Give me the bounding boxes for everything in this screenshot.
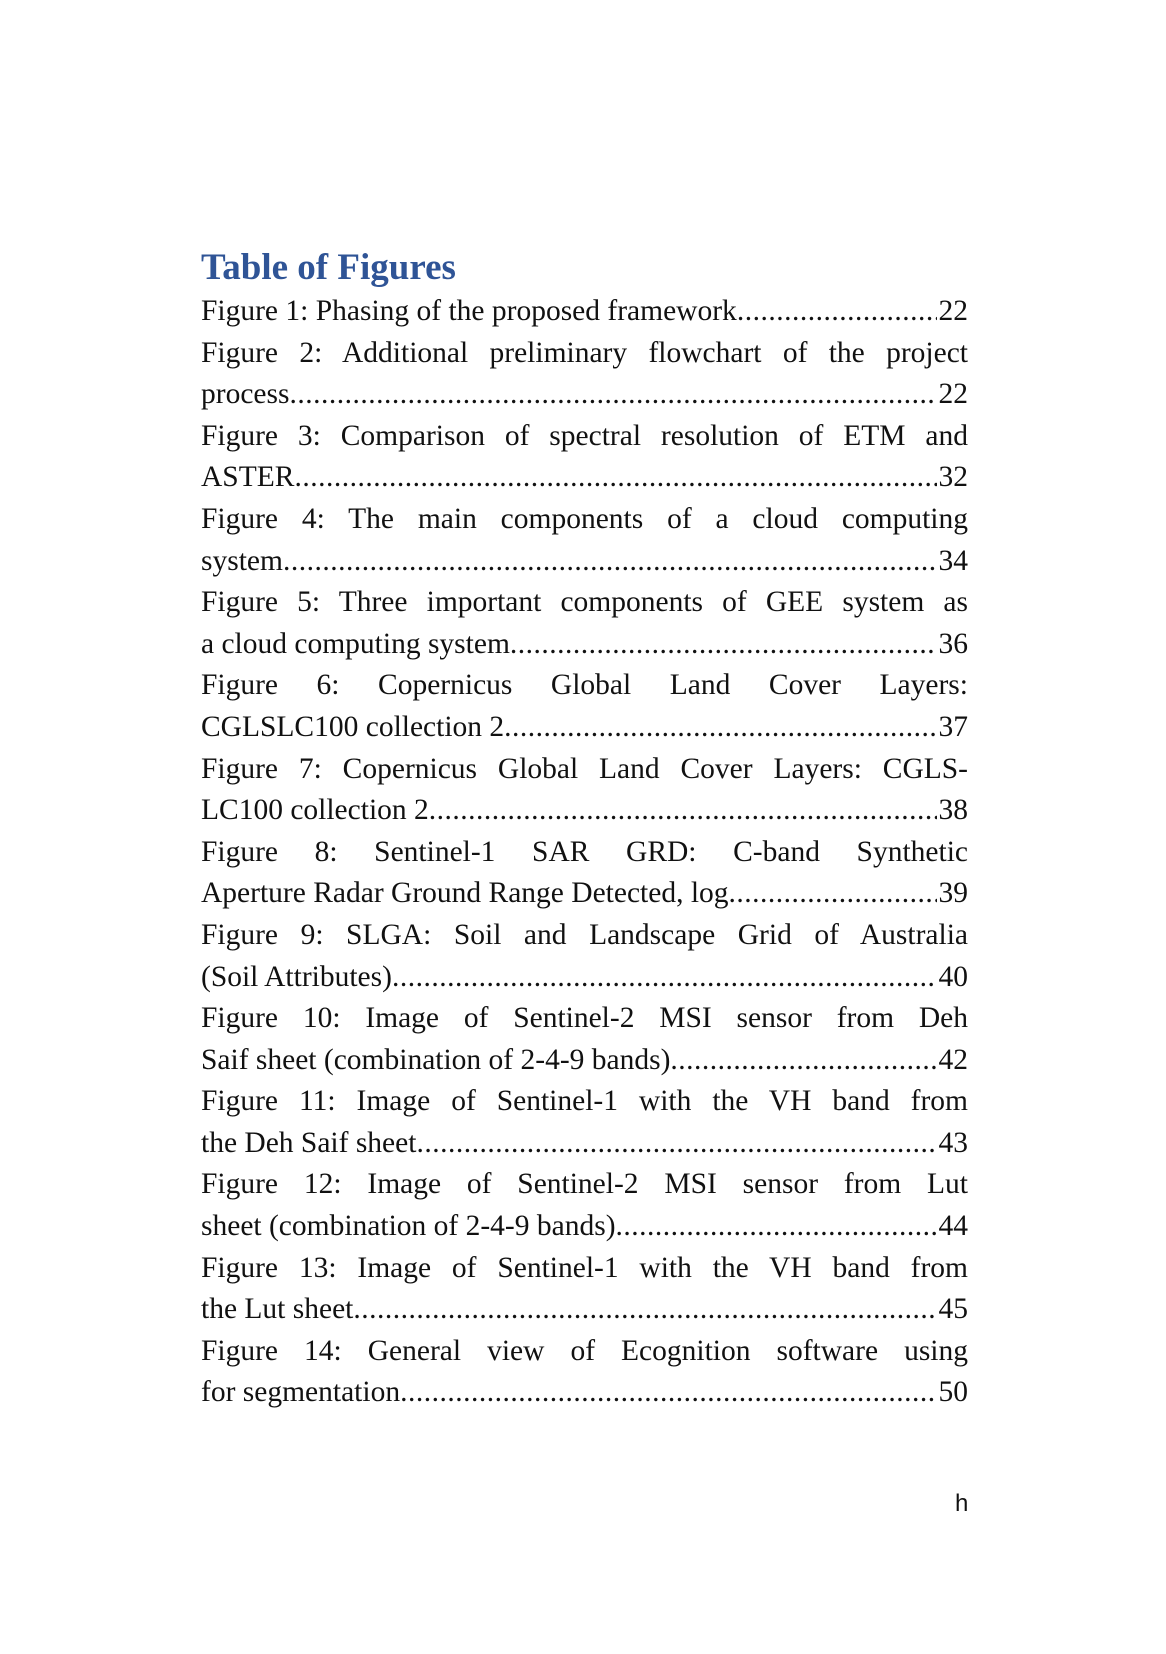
dot-leader — [283, 541, 937, 583]
entry-leader-line — [201, 1289, 968, 1331]
entry-page-number: 40 — [938, 960, 968, 993]
dot-leader — [294, 457, 936, 499]
entry-title-text: process — [201, 378, 290, 411]
entry-leader-line — [201, 1123, 968, 1165]
entry-title-text: (Soil Attributes) — [201, 960, 392, 993]
figure-entry[interactable] — [201, 665, 968, 748]
entry-page-number: 45 — [938, 1293, 968, 1326]
figure-entry[interactable] — [201, 915, 968, 998]
entry-leader-line — [201, 1372, 968, 1414]
entry-leader-line — [201, 457, 968, 499]
figure-entry[interactable] — [201, 749, 968, 832]
entry-page-number: 36 — [938, 627, 968, 660]
entry-page-number: 34 — [938, 544, 968, 577]
entry-leader-line — [201, 624, 968, 666]
figure-entry[interactable] — [201, 1081, 968, 1164]
entry-title-text: Figure 1: Phasing of the proposed framework — [201, 295, 737, 327]
figure-entry[interactable] — [201, 291, 968, 333]
entry-leader-line — [201, 291, 968, 333]
entry-title-text: sheet (combination of 2-4-9 bands) — [201, 1210, 616, 1243]
entry-title-line: Figure 4: The main components of a cloud computing — [201, 502, 968, 535]
entry-page-number: 38 — [938, 794, 968, 827]
entry-leader-line — [201, 957, 968, 999]
entry-title-line: Figure 3: Comparison of spectral resolution of ETM and — [201, 419, 968, 452]
entry-title-line: Figure 13: Image of Sentinel-1 with the VH band from — [201, 1251, 968, 1284]
entry-page-number: 39 — [938, 877, 968, 910]
entry-leader-line — [201, 374, 968, 416]
entry-title-text: system — [201, 544, 283, 577]
dot-leader — [616, 1206, 937, 1248]
entry-title-line: Figure 11: Image of Sentinel-1 with the VH band from — [201, 1085, 968, 1118]
entry-title-line: Figure 12: Image of Sentinel-2 MSI sensor from Lut — [201, 1168, 968, 1201]
dot-leader — [504, 707, 936, 749]
figure-entry[interactable] — [201, 499, 968, 582]
figure-entry[interactable] — [201, 1331, 968, 1414]
figure-list — [201, 291, 968, 1414]
figure-entry[interactable] — [201, 416, 968, 499]
entry-title-text: the Lut sheet — [201, 1293, 354, 1326]
figure-entry[interactable] — [201, 832, 968, 915]
entry-title-line: Figure 10: Image of Sentinel-2 MSI sensor from Deh — [201, 1002, 968, 1035]
dot-leader — [510, 624, 937, 666]
dot-leader — [416, 1123, 936, 1165]
dot-leader — [353, 1289, 936, 1331]
entry-title-line: Figure 5: Three important components of GEE system as — [201, 586, 968, 619]
entry-page-number: 42 — [938, 1043, 968, 1076]
page-title: Table of Figures — [201, 247, 456, 288]
page-number: h — [955, 1490, 969, 1517]
entry-title-text: ASTER — [201, 461, 295, 494]
figure-entry[interactable] — [201, 1248, 968, 1331]
entry-leader-line — [201, 790, 968, 832]
figure-entry[interactable] — [201, 582, 968, 665]
entry-page-number: 37 — [938, 710, 968, 743]
entry-title-line: Figure 6: Copernicus Global Land Cover Layers: — [201, 669, 968, 702]
dot-leader — [737, 291, 937, 333]
dot-leader — [670, 1040, 936, 1082]
figure-entry[interactable] — [201, 333, 968, 416]
entry-page-number: 43 — [938, 1126, 968, 1159]
entry-title-line: Figure 14: General view of Ecognition software using — [201, 1334, 968, 1367]
entry-leader-line — [201, 873, 968, 915]
entry-title-text: LC100 collection 2 — [201, 794, 429, 827]
entry-leader-line — [201, 1040, 968, 1082]
entry-title-text: CGLSLC100 collection 2 — [201, 710, 505, 743]
entry-leader-line — [201, 707, 968, 749]
dot-leader — [429, 790, 937, 832]
dot-leader — [729, 873, 937, 915]
entry-page-number: 44 — [938, 1210, 968, 1243]
entry-title-line: Figure 8: Sentinel-1 SAR GRD: C-band Synthetic — [201, 835, 968, 868]
entry-title-line: Figure 2: Additional preliminary flowchart of the project — [201, 336, 968, 369]
entry-title-line: Figure 7: Copernicus Global Land Cover Layers: CGLS- — [201, 752, 968, 785]
entry-title-text: for segmentation — [201, 1376, 401, 1409]
dot-leader — [392, 957, 937, 999]
dot-leader — [289, 374, 936, 416]
entry-title-text: Saif sheet (combination of 2-4-9 bands) — [201, 1043, 671, 1076]
entry-title-text: Aperture Radar Ground Range Detected, log — [201, 877, 729, 910]
entry-page-number: 22 — [938, 295, 968, 327]
entry-page-number: 50 — [938, 1376, 968, 1409]
entry-leader-line — [201, 1206, 968, 1248]
entry-page-number: 22 — [938, 378, 968, 411]
entry-leader-line — [201, 541, 968, 583]
entry-title-text: a cloud computing system — [201, 627, 510, 660]
entry-page-number: 32 — [938, 461, 968, 494]
figure-entry[interactable] — [201, 1164, 968, 1247]
entry-title-text: the Deh Saif sheet — [201, 1126, 417, 1159]
dot-leader — [400, 1372, 936, 1414]
figure-entry[interactable] — [201, 998, 968, 1081]
entry-title-line: Figure 9: SLGA: Soil and Landscape Grid of Australia — [201, 918, 968, 951]
